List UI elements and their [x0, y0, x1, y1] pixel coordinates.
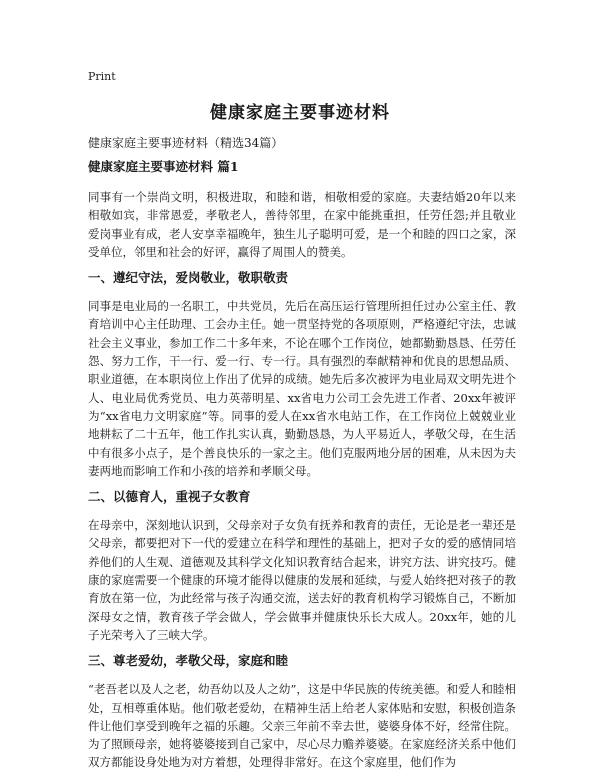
section-heading-1: 一、遵纪守法，爱岗敬业，敬职敬责 [88, 270, 289, 286]
section-paragraph-3: “老吾老以及人之老，幼吾幼以及人之幼”，这是中华民族的传统美德。和爱人和睦相处，互相尊重体贴。他们敬老爱幼，在精神生活上给老人家体贴和安慰，积极创造条件让他们享受到晚年之福的乐趣。父亲三年前不幸去世，婆婆身体不好，经常住院。为了照顾母亲，她将婆婆接到自己家中，尽心尽力赡养婆婆。在家庭经济关系中他们双方都能设身处地为对方着想，处理得非常好。在这个家庭里，他们作为 [88, 682, 516, 770]
section-heading-2: 二、以德育人，重视子女教育 [88, 489, 251, 505]
section-paragraph-1: 同事是电业局的一名职工，中共党员，先后在高压运行管理所担任过办公室主任、教育培训中心主任助理、工会办主任。她一贯坚持党的各项原则，严格遵纪守法，忠诚社会主义事业，参加工作二十多年来，不论在哪个工作岗位，她都勤勤恳恳、任劳任怨、努力工作，干一行、爱一行、专一行。具有强烈的奉献精神和优良的思想品质、职业道德，在本职岗位上作出了优异的成绩。她先后多次被评为电业局双文明先进个人、电业局优秀党员、电力英蒂明星、xx省电力公司工会先进工作者、20xx年被评为“xx省电力文明家庭”等。同事的爱人在xx省水电站工作，在工作岗位上兢兢业业地耕耘了二十五年，他工作扎实认真，勤勤恳恳，为人平易近人，孝敬父母，在生活中有很多小点子，是个善良快乐的一家之主。他们克服两地分居的困难，从未因为夫妻两地而影响工作和小孩的培养和孝顺父母。 [88, 299, 516, 478]
print-link[interactable]: Print [88, 70, 116, 83]
document-subtitle: 健康家庭主要事迹材料（精选34篇） [88, 136, 284, 150]
intro-paragraph: 同事有一个崇尚文明，积极进取，和睦和谐，相敬相爱的家庭。夫妻结婚20年以来相敬如宾，非常恩爱，孝敬老人，善待邻里，在家中能挑重担，任劳任怨;并且敬业爱岗事业有成，老人安享幸福晚年，独生儿子聪明可爱，是一个和睦的四口之家，深受单位，邻里和社会的好评，赢得了周围人的赞美。 [88, 190, 516, 259]
article-body [88, 158, 516, 776]
article-title: 健康家庭主要事迹材料 篇1 [88, 159, 239, 174]
section-paragraph-2: 在母亲中，深刻地认识到，父母亲对子女负有抚养和教育的责任，无论是老一辈还是父母亲，都要把对下一代的爱建立在科学和理性的基础上，把对子女的爱的感情同培养他们的人生观、道德观及其科学文化知识教育结合起来，讲究方法、讲究技巧。健康的家庭需要一个健康的环境才能得以健康的发展和延续，与爱人始终把对孩子的教育放在第一位，为此经常与孩子沟通交流，送去好的教育机构学习锻炼自己，不断加深母女之情，教育孩子学会做人，学会做事并健康快乐长大成人。20xx年，她的儿子光荣考入了三峡大学。 [88, 518, 516, 642]
section-heading-3: 三、尊老爱幼，孝敬父母，家庭和睦 [88, 653, 289, 669]
page-title: 健康家庭主要事迹材料 [210, 103, 390, 123]
